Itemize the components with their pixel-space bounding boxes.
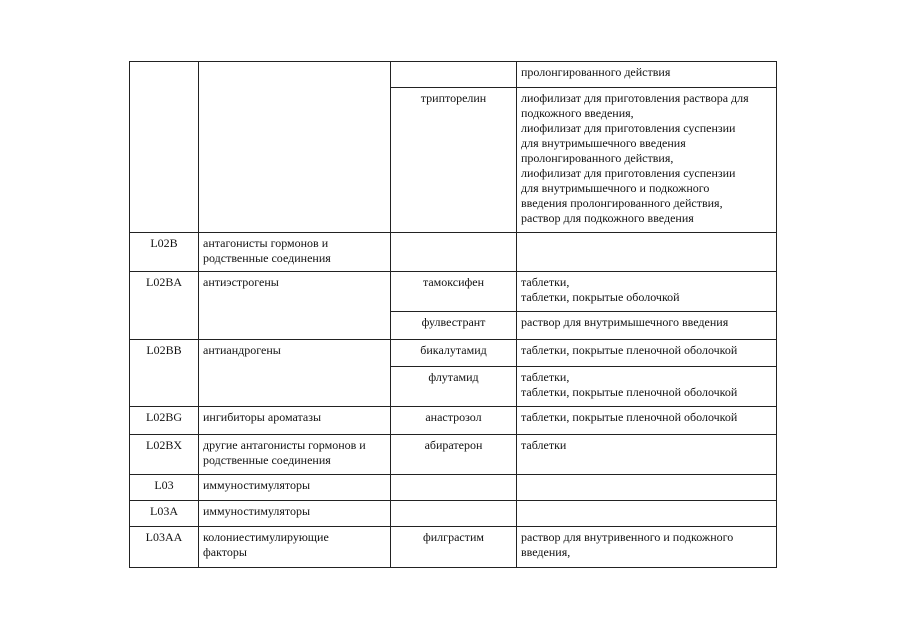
table-row [130, 527, 777, 568]
group-name-cell: антагонисты гормонов и родственные соединения [199, 233, 391, 272]
inn-cell [391, 233, 517, 272]
group-name-cell: ингибиторы ароматазы [199, 407, 391, 435]
atc-code-cell [130, 62, 199, 233]
dosage-form-cell: таблетки, таблетки, покрытые пленочной оболочкой [517, 367, 777, 407]
inn-cell [391, 475, 517, 501]
table-row [130, 475, 777, 501]
dosage-form-cell: пролонгированного действия [517, 62, 777, 88]
inn-cell: филграстим [391, 527, 517, 568]
atc-code-cell: L02BA [130, 272, 199, 340]
drug-table [129, 61, 777, 568]
dosage-form-cell: лиофилизат для приготовления раствора для подкожного введения, лиофилизат для приготовления суспензии для внутримышечного введения пролонгированного действия, лиофилизат для приготовления суспензии для внутримышечного и подкожного введения пролонгированного действия, раствор для подкожного введения [517, 88, 777, 233]
group-name-cell: иммуностимуляторы [199, 501, 391, 527]
table-row [130, 501, 777, 527]
table-row [130, 435, 777, 475]
atc-code-cell: L03A [130, 501, 199, 527]
dosage-form-cell: раствор для внутривенного и подкожного введения, [517, 527, 777, 568]
table-row [130, 62, 777, 88]
inn-cell [391, 501, 517, 527]
atc-code-cell: L02B [130, 233, 199, 272]
atc-code-cell: L03 [130, 475, 199, 501]
dosage-form-cell: таблетки [517, 435, 777, 475]
table-row [130, 233, 777, 272]
atc-code-cell: L02BX [130, 435, 199, 475]
inn-cell: трипторелин [391, 88, 517, 233]
group-name-cell: другие антагонисты гормонов и родственные соединения [199, 435, 391, 475]
atc-code-cell: L02BG [130, 407, 199, 435]
dosage-form-cell [517, 233, 777, 272]
dosage-form-cell: таблетки, покрытые пленочной оболочкой [517, 340, 777, 367]
group-name-cell: антиандрогены [199, 340, 391, 407]
group-name-cell: антиэстрогены [199, 272, 391, 340]
inn-cell [391, 62, 517, 88]
dosage-form-cell: таблетки, таблетки, покрытые оболочкой [517, 272, 777, 312]
table-row [130, 272, 777, 312]
inn-cell: флутамид [391, 367, 517, 407]
inn-cell: анастрозол [391, 407, 517, 435]
inn-cell: абиратерон [391, 435, 517, 475]
inn-cell: бикалутамид [391, 340, 517, 367]
dosage-form-cell [517, 501, 777, 527]
group-name-cell: колониестимулирующие факторы [199, 527, 391, 568]
dosage-form-cell [517, 475, 777, 501]
dosage-form-cell: таблетки, покрытые пленочной оболочкой [517, 407, 777, 435]
inn-cell: фулвестрант [391, 312, 517, 340]
dosage-form-cell: раствор для внутримышечного введения [517, 312, 777, 340]
table-row [130, 407, 777, 435]
inn-cell: тамоксифен [391, 272, 517, 312]
table-row [130, 340, 777, 367]
group-name-cell: иммуностимуляторы [199, 475, 391, 501]
atc-code-cell: L03AA [130, 527, 199, 568]
group-name-cell [199, 62, 391, 233]
atc-code-cell: L02BB [130, 340, 199, 407]
